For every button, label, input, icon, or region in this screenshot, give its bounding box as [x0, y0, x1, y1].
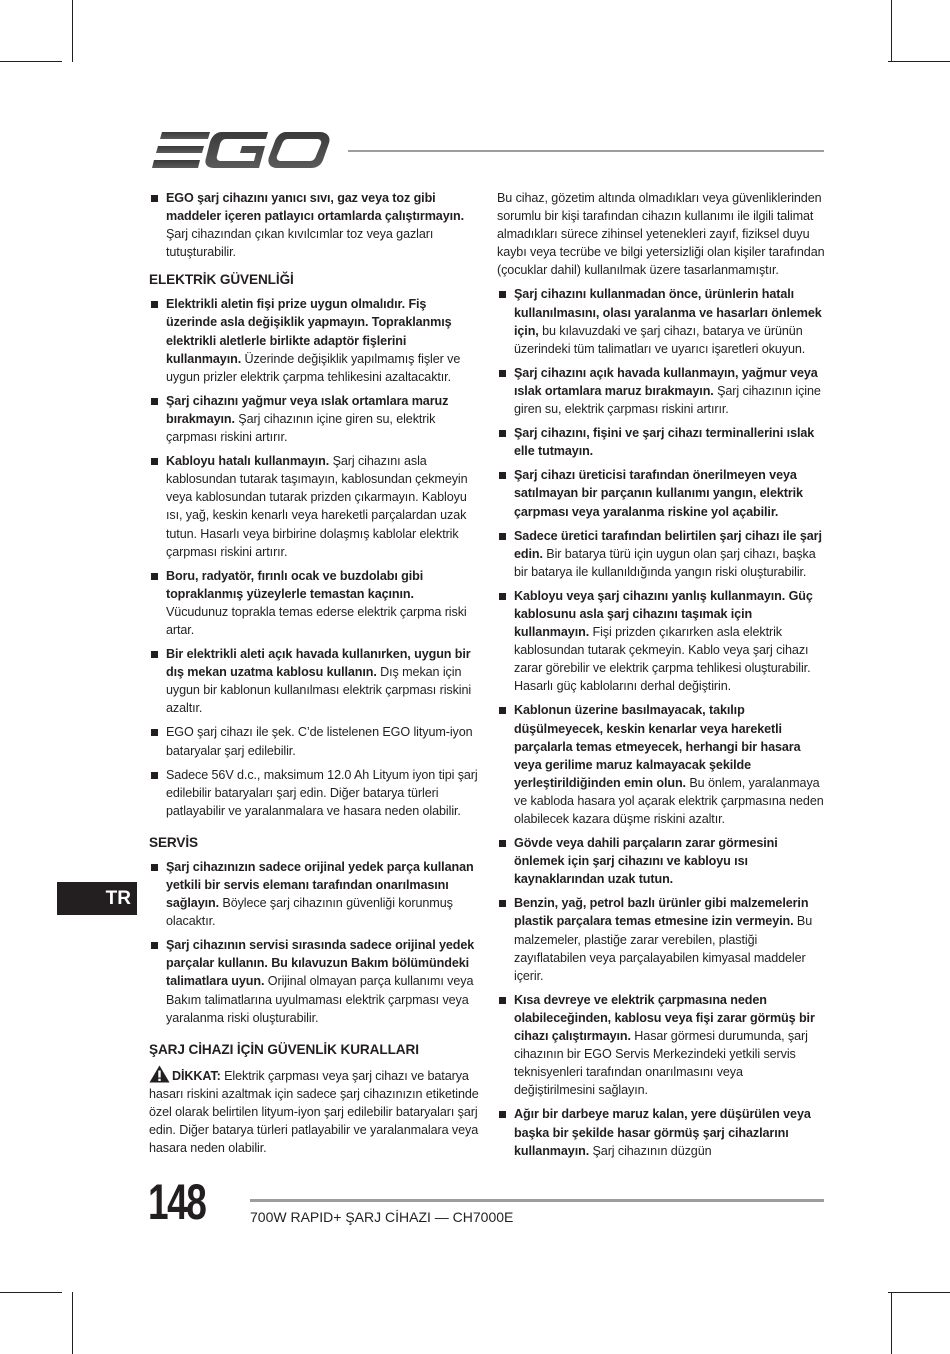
- list-item: Sadece 56V d.c., maksimum 12.0 Ah Lityum iyon tipi şarj edilebilir bataryaları şarj edin. Diğer batarya türleri patlayabilir ve yaralanmalara ve hasara neden olabilir.: [149, 766, 479, 820]
- list-item: Şarj cihazının servisi sırasında sadece orijinal yedek parçalar kullanın. Bu kılavuzun Bakım bölümündeki talimatlara uyun. Orijinal olmayan parça kullanımı veya Bakım talimatlarına uyulmaması elektrik çarpması veya yaralanma riski oluşturabilir.: [149, 936, 479, 1026]
- list-item: Şarj cihazını kullanmadan önce, ürünlerin hatalı kullanılmasını, olası yaralanma ve hasarları önlemek için, bu kılavuzdaki ve şarj cihazı, batarya ve ürünün üzerindeki tüm talimatları ve uyarıcı işaretleri okuyun.: [497, 285, 827, 357]
- bullet-icon: [499, 430, 506, 437]
- left-column: [149, 189, 479, 1163]
- bullet-icon: [151, 772, 158, 779]
- bullet-icon: [151, 195, 158, 202]
- bullet-icon: [499, 533, 506, 540]
- list-item: EGO şarj cihazı ile şek. C’de listelenen EGO lityum-iyon bataryalar şarj edilebilir.: [149, 723, 479, 759]
- bullet-icon: [151, 573, 158, 580]
- list-item: Benzin, yağ, petrol bazlı ürünler gibi malzemelerin plastik parçalara temas etmesine izin vermeyin. Bu malzemeler, plastiğe zarar verebilen, plastiği zayıflatabilen veya parçalayabilen kimyasal maddeler içerir.: [497, 894, 827, 984]
- charger-rules-list: [497, 285, 827, 1159]
- list-item: Bir elektrikli aleti açık havada kullanırken, uygun bir dış mekan uzatma kablosu kullanın. Dış mekan için uygun bir kablonun kullanılması elektrik çarpması riskini azaltır.: [149, 645, 479, 717]
- crop-mark: [0, 61, 62, 62]
- ego-logo: [150, 128, 330, 172]
- bullet-icon: [499, 291, 506, 298]
- bullet-icon: [499, 997, 506, 1004]
- list-item: EGO şarj cihazını yanıcı sıvı, gaz veya toz gibi maddeler içeren patlayıcı ortamlarda çalıştırmayın. Şarj cihazından çıkan kıvılcımlar toz veya gazları tutuşturabilir.: [149, 189, 479, 261]
- list-item: Kabloyu hatalı kullanmayın. Şarj cihazını asla kablosundan tutarak taşımayın, kablosundan çekmeyin veya kablosundan tutarak prizden çıkarmayın. Kabloyu ısı, yağ, keskin kenarlı veya hareketli parçalardan uzak tutun. Hasarlı veya birbirine dolaşmış kablolar elektrik çarpması riskini artırır.: [149, 452, 479, 561]
- bullet-icon: [151, 398, 158, 405]
- section-heading-service: SERVİS: [149, 834, 199, 850]
- service-list: [149, 858, 479, 1027]
- bullet-icon: [151, 864, 158, 871]
- section-heading-charger-rules: ŞARJ CİHAZI İÇİN GÜVENLİK KURALLARI: [149, 1041, 419, 1057]
- warning-label: DİKKAT:: [172, 1068, 221, 1083]
- crop-mark: [0, 1292, 62, 1293]
- list-item: Kablonun üzerine basılmayacak, takılıp düşülmeyecek, keskin kenarlar veya hareketli parçalarla temas etmeyecek, herhangi bir hasara veya gerilime maruz kalmayacak şekilde yerleştirildiğinden emin olun. Bu önlem, yaralanmaya ve kabloda hasara yol açarak elektrik çarpmasına neden olabilecek kazara düşme riskini azaltır.: [497, 701, 827, 828]
- bullet-icon: [151, 729, 158, 736]
- list-item: Şarj cihazını, fişini ve şarj cihazı terminallerini ıslak elle tutmayın.: [497, 424, 827, 460]
- list-item: Elektrikli aletin fişi prize uygun olmalıdır. Fiş üzerinde asla değişiklik yapmayın. Topraklanmış elektrikli aletlerle birlikte adaptör fişlerini kullanmayın. Üzerinde değişiklik yapılmamış fişler ve uygun prizler elektrik çarpma tehlikesini azaltacaktır.: [149, 295, 479, 385]
- page-number: 148: [148, 1174, 206, 1230]
- bullet-icon: [151, 458, 158, 465]
- bullet-icon: [499, 900, 506, 907]
- bullet-icon: [151, 942, 158, 949]
- footer-rule: [250, 1199, 824, 1202]
- bullet-icon: [499, 707, 506, 714]
- bullet-icon: [151, 301, 158, 308]
- crop-mark: [888, 61, 950, 62]
- footer-title: 700W RAPID+ ŞARJ CİHAZI — CH7000E: [250, 1209, 514, 1225]
- warning-triangle-icon: [149, 1065, 170, 1083]
- list-item: Ağır bir darbeye maruz kalan, yere düşürülen veya başka bir şekilde hasar görmüş şarj cihazlarını kullanmayın. Şarj cihazının düzgün: [497, 1105, 827, 1159]
- list-item: Gövde veya dahili parçaların zarar görmesini önlemek için şarj cihazını ve kabloyu ısı kaynaklarından uzak tutun.: [497, 834, 827, 888]
- crop-mark: [72, 1292, 73, 1354]
- crop-mark: [891, 0, 892, 62]
- section-heading-electrical-safety: ELEKTRİK GÜVENLİĞİ: [149, 272, 294, 288]
- bullet-icon: [499, 593, 506, 600]
- list-item: Şarj cihazı üreticisi tarafından önerilmeyen veya satılmayan bir parçanın kullanımı yangın, elektrik çarpması veya yaralanma riskine yol açabilir.: [497, 466, 827, 520]
- right-column: [497, 189, 827, 1166]
- header-rule: [348, 150, 824, 152]
- crop-mark: [72, 0, 73, 62]
- bullet-icon: [151, 651, 158, 658]
- list-item: Sadece üretici tarafından belirtilen şarj cihazı ile şarj edin. Bir batarya türü için uygun olan şarj cihazı, başka bir batarya ile kullanıldığında yangın riski oluşturabilir.: [497, 527, 827, 581]
- crop-mark: [891, 1292, 892, 1354]
- language-tab: TR: [57, 882, 137, 915]
- electrical-safety-list: [149, 295, 479, 820]
- intro-paragraph: Bu cihaz, gözetim altında olmadıkları veya güvenliklerinden sorumlu bir kişi tarafından cihazın kullanımı ile ilgili talimat almadıkları sürece zihinsel yetenekleri zayıf, fiziksel duyu kaybı veya tecrübe ve bilgi yetersizliği olan kişiler tarafından (çocuklar dahil) kullanılmak üzere tasarlanmamıştır.: [497, 191, 825, 278]
- list-item: Şarj cihazını yağmur veya ıslak ortamlara maruz bırakmayın. Şarj cihazının içine giren su, elektrik çarpması riskini artırır.: [149, 392, 479, 446]
- list-item: Kısa devreye ve elektrik çarpmasına neden olabileceğinden, kablosu veya fişi zarar görmüş bir cihazı çalıştırmayın. Hasar görmesi durumunda, şarj cihazının bir EGO Servis Merkezindeki yetkili servis teknisyenleri tarafından onarılmasını veya değiştirilmesini sağlayın.: [497, 991, 827, 1100]
- list-item: Şarj cihazını açık havada kullanmayın, yağmur veya ıslak ortamlara maruz bırakmayın. Şarj cihazının içine giren su, elektrik çarpması riskini artırır.: [497, 364, 827, 418]
- bullet-icon: [499, 840, 506, 847]
- list-item: Boru, radyatör, fırınlı ocak ve buzdolabı gibi topraklanmış yüzeylerle temastan kaçının. Vücudunuz toprakla temas ederse elektrik çarpma riski artar.: [149, 567, 479, 639]
- bullet-icon: [499, 370, 506, 377]
- crop-mark: [888, 1292, 950, 1293]
- list-item: Kabloyu veya şarj cihazını yanlış kullanmayın. Güç kablosunu asla şarj cihazını taşımak için kullanmayın. Fişi prizden çıkarırken asla elektrik kablosundan tutarak çekmeyin. Kablo veya şarj cihazı zarar görebilir ve elektrik çarpma tehlikesi oluşturabilir. Hasarlı güç kablolarını derhal değiştirin.: [497, 587, 827, 696]
- warning-paragraph: DİKKAT: Elektrik çarpması veya şarj cihazı ve batarya hasarı riskini azaltmak için sadece şarj cihazınızın etiketinde özel olarak belirtilen lityum-iyon şarj edilebilir bataryaları şarj edin. Diğer batarya türleri patlayabilir ve yaralanmalara veya hasara neden olabilir.: [149, 1065, 479, 1157]
- bullet-icon: [499, 1111, 506, 1118]
- list-item: Şarj cihazınızın sadece orijinal yedek parça kullanan yetkili bir servis elemanı tarafından onarılmasını sağlayın. Böylece şarj cihazının güvenliği korunmuş olacaktır.: [149, 858, 479, 930]
- bullet-icon: [499, 472, 506, 479]
